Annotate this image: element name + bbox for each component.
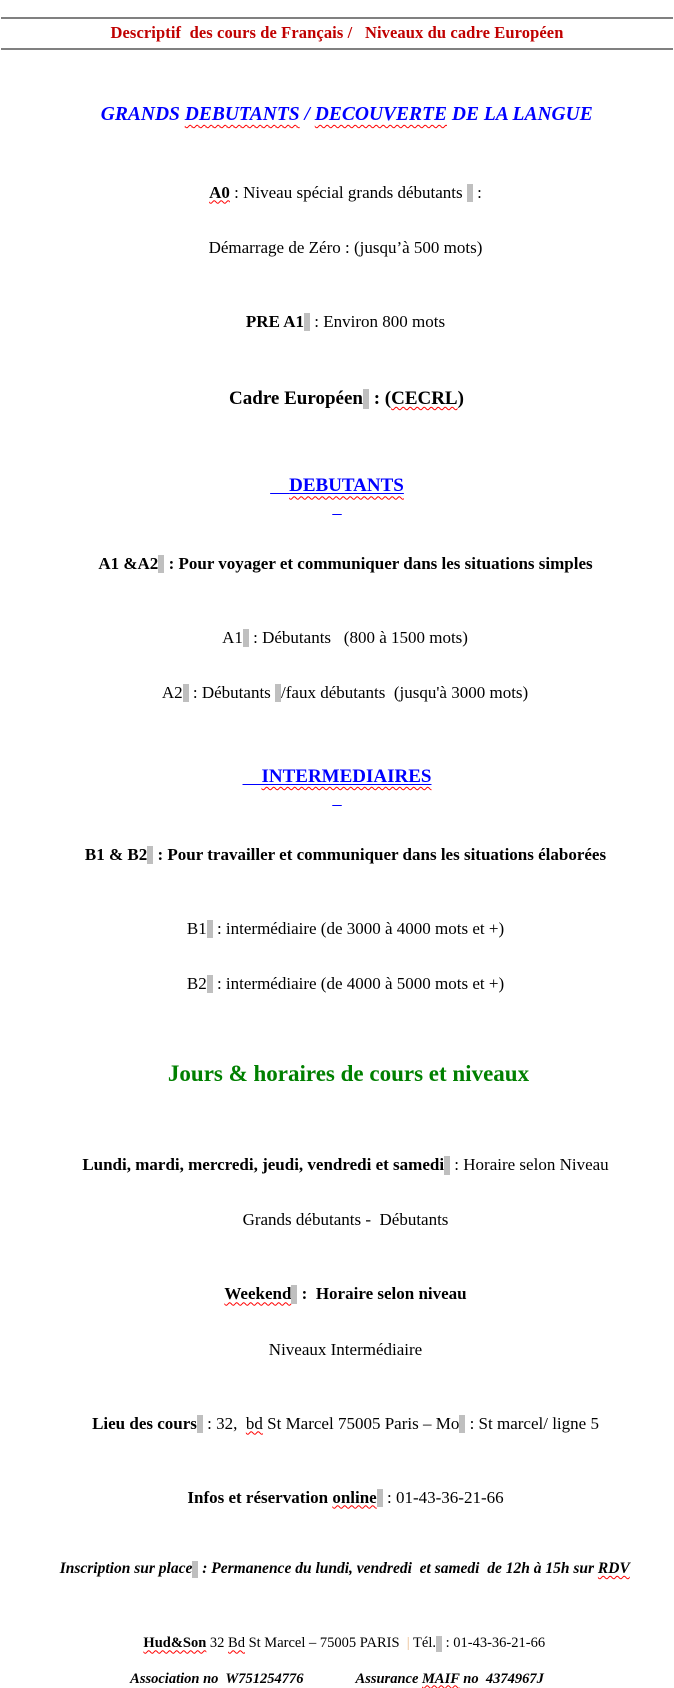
- footer-org-name: Hud&Son: [143, 1635, 207, 1652]
- footer-separator-icon: |: [406, 1635, 410, 1652]
- location-label: Lieu des cours: [92, 1413, 197, 1433]
- level-tail-a0: :: [472, 182, 482, 202]
- level-desc-a2-part2: /faux débutants (jusqu'à 3000 mots): [281, 682, 529, 702]
- level-line-a2: [0, 666, 674, 721]
- footer-contact-line: [0, 1621, 674, 1668]
- level-label-a1: A1: [222, 627, 243, 647]
- location-addr-part1: : 32,: [202, 1413, 246, 1433]
- level-desc-a0: : Niveau spécial grands débutants: [229, 182, 467, 202]
- inscription-rdv: RDV: [597, 1560, 630, 1578]
- footer-addr-bd: Bd: [228, 1635, 245, 1652]
- location-line: [0, 1396, 674, 1451]
- footer-insurance-maif: MAIF: [422, 1670, 460, 1687]
- footer-tel-label: Tél.: [409, 1635, 436, 1652]
- heading-part-grands: GRANDS: [100, 104, 185, 126]
- level-line-b2: [0, 956, 674, 1011]
- heading-jours-horaires: [0, 1037, 674, 1111]
- level-desc-pre-a1: : Environ 800 mots: [310, 311, 446, 331]
- level-label-a0: A0: [209, 182, 230, 202]
- heading-debutants-text: DEBUTANTS: [289, 475, 404, 497]
- level-line-cadre-europeen: [0, 368, 674, 430]
- level-line-b1-b2: [0, 827, 674, 882]
- schedule-label-weekend: Weekend: [224, 1284, 292, 1304]
- heading-jours-horaires-text: Jours & horaires de cours et niveaux: [167, 1061, 530, 1087]
- schedule-sub-weekend: [0, 1322, 674, 1377]
- schedule-line-weekend: [0, 1267, 674, 1322]
- footer-addr-part1: 32: [206, 1635, 229, 1652]
- schedule-sub-semaine-text: Grands débutants - Débutants: [242, 1210, 449, 1230]
- level-line-b1: [0, 901, 674, 956]
- heading-intermediaires-text: INTERMEDIAIRES: [261, 766, 432, 788]
- heading-part-slash: /: [299, 104, 315, 126]
- document-header-banner: [1, 17, 673, 50]
- contact-info-label-part1: Infos et réservation: [187, 1487, 333, 1507]
- level-label-b1-b2: B1 & B2: [84, 844, 148, 864]
- level-desc-b1-b2: : Pour travailler et communiquer dans les situations élaborées: [153, 844, 607, 864]
- schedule-line-semaine: [0, 1138, 674, 1193]
- level-desc-b1: : intermédiaire (de 3000 à 4000 mots et +): [212, 918, 505, 938]
- footer-addr-part2: St Marcel – 75005 PARIS: [244, 1635, 407, 1652]
- contact-info-line: [0, 1470, 674, 1525]
- level-label-pre-a1: PRE A1: [245, 311, 305, 331]
- contact-info-phone: : 01-43-36-21-66: [382, 1487, 504, 1507]
- level-line-demarrage: [0, 220, 674, 275]
- heading-intermediaires: [0, 747, 674, 809]
- heading-part-decouverte: DECOUVERTE: [314, 104, 447, 126]
- footer-insurance-prefix: Assurance: [355, 1670, 423, 1687]
- cadre-open-paren: : (: [368, 387, 392, 409]
- level-line-a0: [0, 165, 674, 220]
- footer-insurance-suffix: no 4374967J: [459, 1670, 544, 1687]
- cadre-close-paren: ): [457, 387, 464, 409]
- location-metro: : St marcel/ ligne 5: [465, 1413, 599, 1433]
- footer-legal-row: [0, 1671, 674, 1688]
- level-desc-a1: : Débutants (800 à 1500 mots): [248, 627, 468, 647]
- heading-grands-debutants: [0, 83, 674, 146]
- inscription-label: Inscription sur place: [59, 1560, 193, 1578]
- heading-part-debutants: DEBUTANTS: [184, 104, 300, 126]
- level-line-pre-a1: [0, 294, 674, 349]
- location-addr-part2: St Marcel 75005 Paris – Mo: [262, 1413, 460, 1433]
- heading-debutants: [0, 456, 674, 518]
- level-label-a1-a2: A1 &A2: [98, 553, 159, 573]
- heading-part-langue: DE LA LANGUE: [446, 104, 593, 126]
- level-line-a1-a2: [0, 536, 674, 591]
- footer-insurance-number: [356, 1671, 544, 1688]
- level-label-b2: B2: [186, 973, 207, 993]
- inscription-desc: : Permanence du lundi, vendredi et samedi de 12h à 15h sur: [198, 1560, 598, 1578]
- location-addr-bd: bd: [245, 1413, 263, 1433]
- footer-tel-value: : 01-43-36-21-66: [441, 1635, 546, 1652]
- level-label-a2: A2: [161, 682, 183, 702]
- level-desc-a2-part1: : Débutants: [188, 682, 276, 702]
- footer-association-number: Association no W751254776: [130, 1670, 304, 1687]
- schedule-sub-semaine: [0, 1193, 674, 1248]
- inscription-line: [0, 1544, 674, 1594]
- page-title: Descriptif des cours de Français / Niveaux du cadre Européen: [110, 23, 564, 42]
- level-label-cadre-europeen: Cadre Européen: [229, 387, 363, 409]
- cadre-acronym: CECRL: [391, 387, 458, 409]
- contact-info-label-online: online: [332, 1487, 377, 1507]
- level-label-b1: B1: [186, 918, 207, 938]
- level-desc-a1-a2: : Pour voyager et communiquer dans les situations simples: [164, 553, 593, 573]
- schedule-sub-weekend-text: Niveaux Intermédiaire: [268, 1339, 423, 1359]
- level-desc-demarrage: Démarrage de Zéro : (jusqu’à 500 mots): [208, 237, 483, 257]
- level-desc-b2: : intermédiaire (de 4000 à 5000 mots et +): [212, 973, 505, 993]
- schedule-label-semaine: Lundi, mardi, mercredi, jeudi, vendredi et samedi: [82, 1155, 445, 1175]
- document-page: [0, 17, 674, 1687]
- schedule-desc-weekend-colon: : Horaire selon niveau: [297, 1284, 467, 1304]
- schedule-desc-semaine: : Horaire selon Niveau: [450, 1155, 609, 1175]
- level-line-a1: [0, 611, 674, 666]
